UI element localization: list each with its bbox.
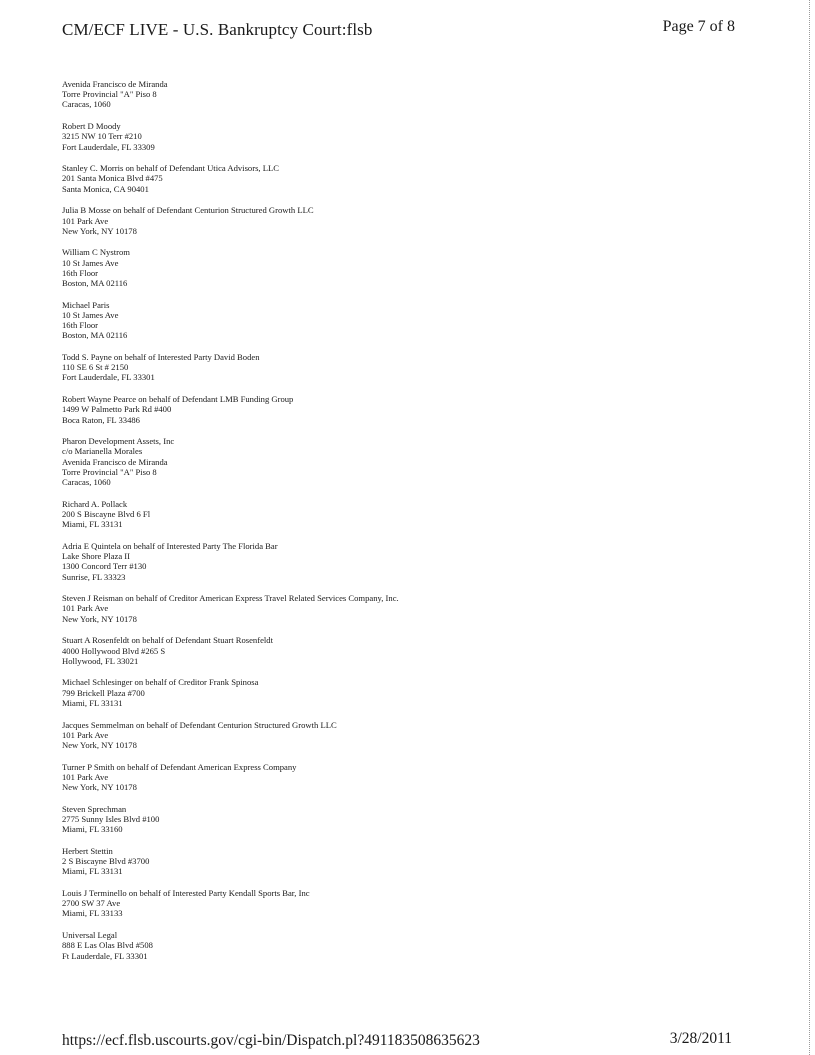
address-entry [62,352,702,383]
entry-name: William C Nystrom [62,247,130,258]
page-number: Page 7 of 8 [662,18,735,35]
page-title: CM/ECF LIVE - U.S. Bankruptcy Court:flsb [62,20,373,39]
entry-address-line: 101 Park Ave [62,729,109,740]
address-entry [62,436,702,487]
entry-address-line: New York, NY 10178 [62,225,137,236]
address-entry [62,762,702,793]
entry-name: Herbert Stettin [62,845,113,856]
address-entry [62,930,702,961]
entry-name: Michael Paris [62,299,110,310]
entry-address-line: Boca Raton, FL 33486 [62,414,140,425]
entry-address-line: Avenida Francisco de Miranda [62,456,168,467]
entry-name: Pharon Development Assets, Inc [62,436,175,447]
entry-address-line: Santa Monica, CA 90401 [62,183,149,194]
entry-address-line: 2700 SW 37 Ave [62,898,121,909]
entry-address-line: Miami, FL 33131 [62,697,123,708]
entry-address-line: Caracas, 1060 [62,99,111,110]
address-entry [62,593,702,624]
entry-address-line: Sunrise, FL 33323 [62,571,126,582]
entry-address-line: Torre Provincial "A" Piso 8 [62,466,157,477]
entry-address-line: Hollywood, FL 33021 [62,655,139,666]
entry-address-line: 101 Park Ave [62,215,109,226]
entry-address-line: Fort Lauderdale, FL 33309 [62,141,155,152]
entry-address-line: Boston, MA 02116 [62,330,128,341]
entry-name: Steven Sprechman [62,803,127,814]
entry-address-line: Ft Lauderdale, FL 33301 [62,950,148,961]
entry-address-line: 10 St James Ave [62,309,119,320]
entry-name: Jacques Semmelman on behalf of Defendant Centurion Structured Growth LLC [62,719,337,730]
footer-date: 3/28/2011 [669,1030,732,1047]
address-entry [62,720,702,751]
entry-address-line: 201 Santa Monica Blvd #475 [62,173,163,184]
entry-name: Richard A. Pollack [62,498,128,509]
entry-address-line: New York, NY 10178 [62,739,137,750]
entry-name: Michael Schlesinger on behalf of Creditor Frank Spinosa [62,677,259,688]
entry-address-line: 4000 Hollywood Blvd #265 S [62,645,166,656]
address-entry [62,499,702,530]
entry-address-line: 10 St James Ave [62,257,119,268]
service-list [62,79,702,972]
entry-address-line: 2 S Biscayne Blvd #3700 [62,856,150,867]
entry-name: Louis J Terminello on behalf of Interested Party Kendall Sports Bar, Inc [62,887,310,898]
entry-name: Stuart A Rosenfeldt on behalf of Defendant Stuart Rosenfeldt [62,635,273,646]
entry-address-line: 101 Park Ave [62,771,109,782]
entry-address-line: 16th Floor [62,320,99,331]
entry-name: Avenida Francisco de Miranda [62,79,168,89]
address-entry [62,247,702,288]
address-entry [62,121,702,152]
address-entry [62,804,702,835]
entry-address-line: Lake Shore Plaza II [62,551,131,562]
entry-address-line: 101 Park Ave [62,603,109,614]
address-entry [62,300,702,341]
entry-address-line: New York, NY 10178 [62,613,137,624]
entry-address-line: c/o Marianella Morales [62,446,143,457]
entry-name: Robert Wayne Pearce on behalf of Defendant LMB Funding Group [62,394,294,405]
entry-name: Adria E Quintela on behalf of Interested Party The Florida Bar [62,540,278,551]
entry-name: Universal Legal [62,930,118,941]
entry-name: Stanley C. Morris on behalf of Defendant Utica Advisors, LLC [62,163,279,174]
entry-name: Turner P Smith on behalf of Defendant American Express Company [62,761,297,772]
entry-address-line: Fort Lauderdale, FL 33301 [62,372,155,383]
entry-address-line: New York, NY 10178 [62,782,137,793]
entry-address-line: 110 SE 6 St # 2150 [62,362,129,373]
address-entry [62,635,702,666]
entry-address-line: 16th Floor [62,267,99,278]
address-entry [62,394,702,425]
address-entry [62,677,702,708]
entry-address-line: Torre Provincial "A" Piso 8 [62,89,157,100]
entry-address-line: 799 Brickell Plaza #700 [62,687,145,698]
entry-address-line: Caracas, 1060 [62,477,111,488]
entry-address-line: 1499 W Palmetto Park Rd #400 [62,404,172,415]
entry-address-line: 200 S Biscayne Blvd 6 Fl [62,509,151,519]
entry-name: Robert D Moody [62,121,121,132]
address-entry [62,79,702,110]
address-entry [62,846,702,877]
entry-address-line: Miami, FL 33133 [62,908,123,919]
entry-address-line: 2775 Sunny Isles Blvd #100 [62,813,160,824]
entry-address-line: Boston, MA 02116 [62,278,128,289]
entry-address-line: 888 E Las Olas Blvd #508 [62,940,153,951]
address-entry [62,888,702,919]
footer-url: https://ecf.flsb.uscourts.gov/cgi-bin/Dispatch.pl?491183508635623 [62,1032,480,1049]
entry-address-line: 1300 Concord Terr #130 [62,561,147,572]
entry-address-line: Miami, FL 33160 [62,824,123,835]
entry-name: Todd S. Payne on behalf of Interested Party David Boden [62,352,260,363]
entry-name: Steven J Reisman on behalf of Creditor American Express Travel Related Services Company, Inc. [62,593,399,604]
address-entry [62,541,702,582]
address-entry [62,163,702,194]
entry-name: Julia B Mosse on behalf of Defendant Centurion Structured Growth LLC [62,205,314,216]
entry-address-line: 3215 NW 10 Terr #210 [62,131,142,142]
entry-address-line: Miami, FL 33131 [62,519,123,530]
entry-address-line: Miami, FL 33131 [62,866,123,877]
page-edge [809,0,810,1055]
address-entry [62,205,702,236]
